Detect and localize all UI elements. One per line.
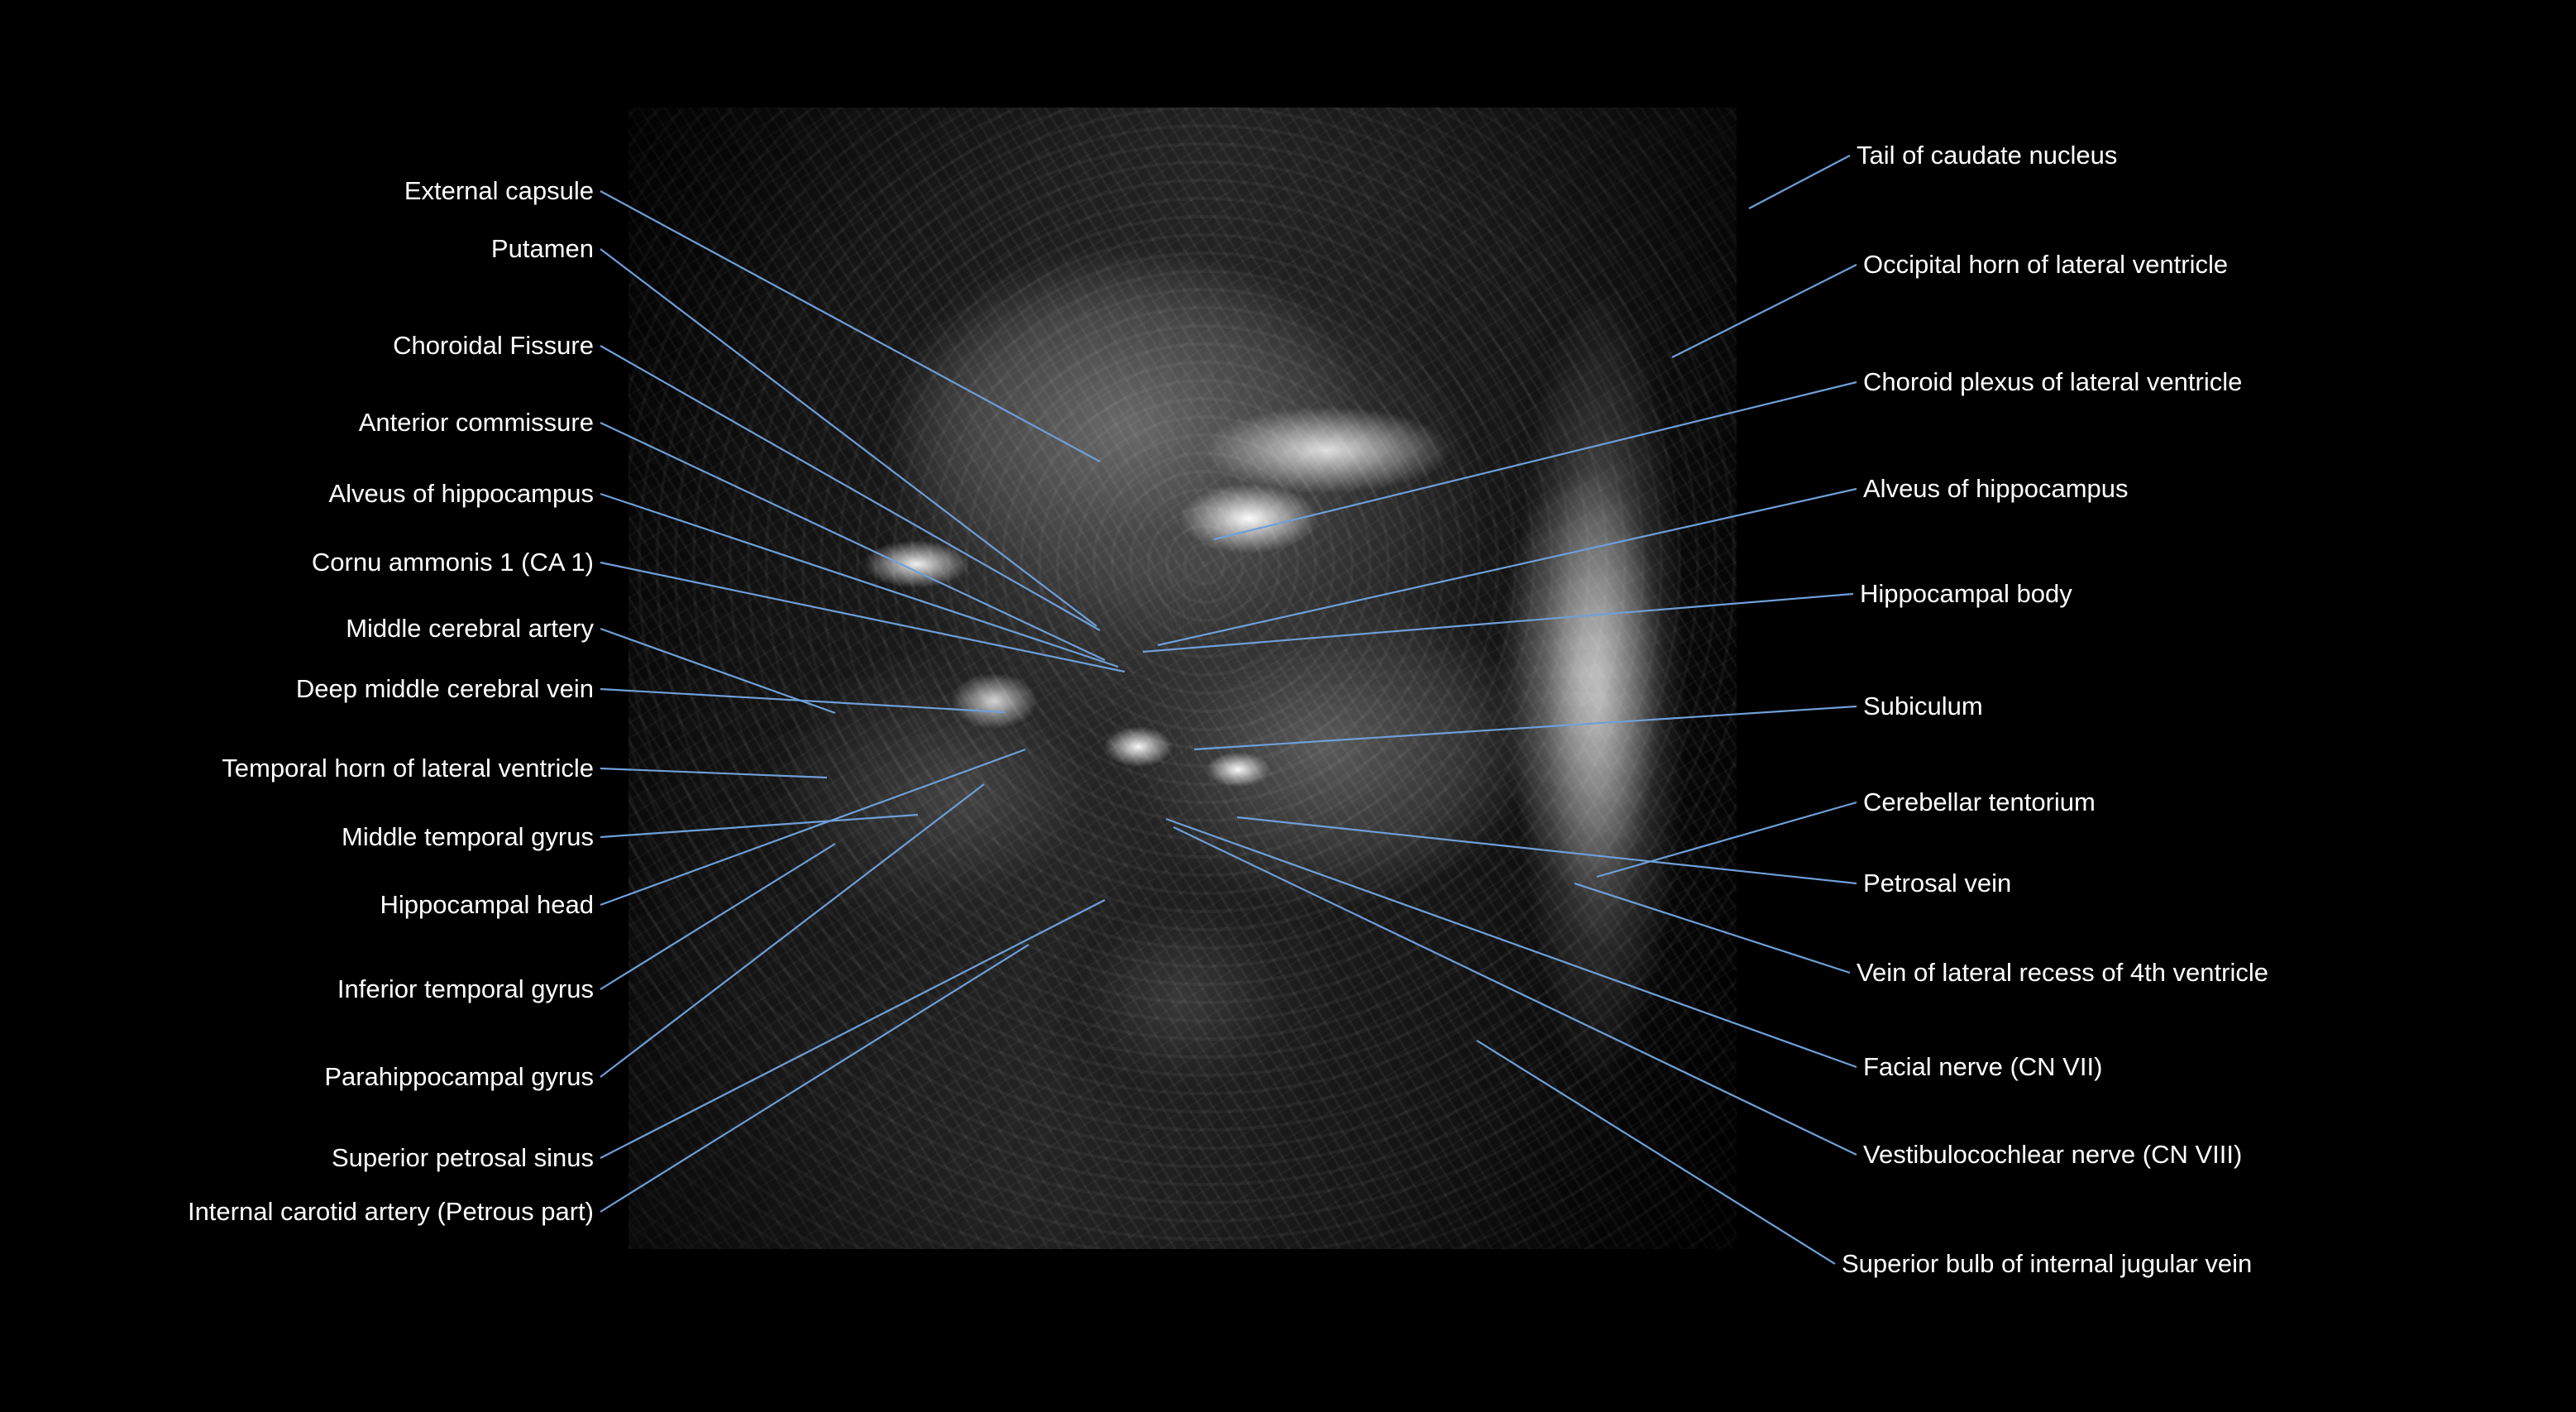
label-cornu-ammonis-1-ca-1: Cornu ammonis 1 (CA 1) xyxy=(311,548,594,577)
label-middle-cerebral-artery: Middle cerebral artery xyxy=(346,614,594,643)
label-middle-temporal-gyrus: Middle temporal gyrus xyxy=(342,822,594,851)
label-hippocampal-head: Hippocampal head xyxy=(380,890,594,919)
mri-image xyxy=(628,108,1737,1249)
image-vignette xyxy=(628,108,1737,1249)
label-subiculum: Subiculum xyxy=(1863,692,1983,720)
label-putamen: Putamen xyxy=(490,234,594,263)
label-alveus-of-hippocampus: Alveus of hippocampus xyxy=(328,479,594,508)
label-choroidal-fissure: Choroidal Fissure xyxy=(393,331,594,360)
leader-line-tail-of-caudate-nucleus xyxy=(1749,156,1850,208)
label-hippocampal-body: Hippocampal body xyxy=(1860,579,2072,608)
label-alveus-of-hippocampus: Alveus of hippocampus xyxy=(1863,474,2129,503)
label-vein-of-lateral-recess-of-4th-ventricle: Vein of lateral recess of 4th ventricle xyxy=(1857,958,2268,987)
label-petrosal-vein: Petrosal vein xyxy=(1863,869,2012,897)
label-external-capsule: External capsule xyxy=(404,176,594,205)
label-temporal-horn-of-lateral-ventricle: Temporal horn of lateral ventricle xyxy=(222,754,594,783)
label-parahippocampal-gyrus: Parahippocampal gyrus xyxy=(324,1062,594,1091)
label-deep-middle-cerebral-vein: Deep middle cerebral vein xyxy=(295,674,594,703)
label-tail-of-caudate-nucleus: Tail of caudate nucleus xyxy=(1857,141,2118,170)
label-facial-nerve-cn-vii: Facial nerve (CN VII) xyxy=(1863,1052,2103,1081)
label-choroid-plexus-of-lateral-ventricle: Choroid plexus of lateral ventricle xyxy=(1863,367,2243,396)
label-superior-bulb-of-internal-jugular-vein: Superior bulb of internal jugular vein xyxy=(1842,1249,2253,1278)
label-cerebellar-tentorium: Cerebellar tentorium xyxy=(1863,787,2096,816)
label-anterior-commissure: Anterior commissure xyxy=(358,408,594,437)
label-occipital-horn-of-lateral-ventricle: Occipital horn of lateral ventricle xyxy=(1863,250,2229,279)
label-inferior-temporal-gyrus: Inferior temporal gyrus xyxy=(337,974,594,1003)
label-vestibulocochlear-nerve-cn-viii: Vestibulocochlear nerve (CN VIII) xyxy=(1863,1140,2243,1169)
label-superior-petrosal-sinus: Superior petrosal sinus xyxy=(331,1143,594,1172)
label-internal-carotid-artery-petrous-part: Internal carotid artery (Petrous part) xyxy=(187,1197,594,1226)
